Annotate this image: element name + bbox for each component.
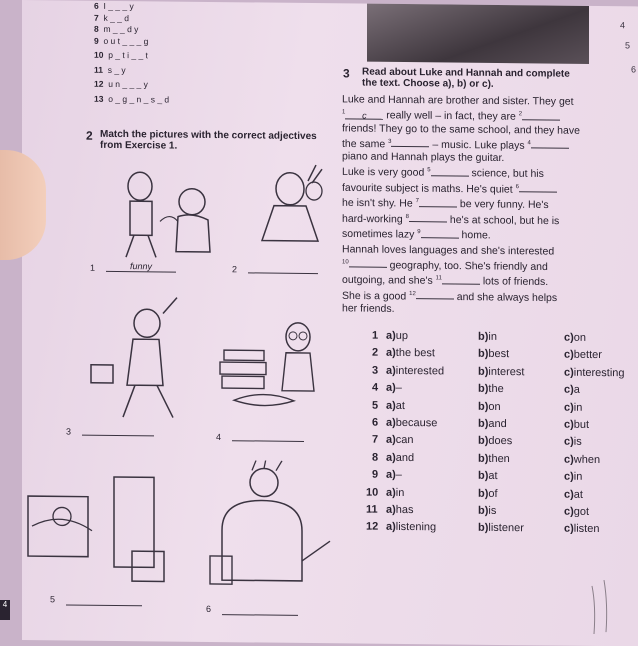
gap-1[interactable]: c — [345, 109, 383, 119]
option-b[interactable]: b) best — [478, 348, 510, 361]
option-number: 2 — [372, 347, 379, 360]
option-c[interactable]: c) interesting — [564, 366, 625, 380]
list-item: 9 o u t _ _ _ g — [94, 35, 149, 46]
option-c[interactable]: c) in — [564, 470, 583, 484]
text-line: sometimes lazy $^9$ home. — [342, 227, 491, 242]
option-c[interactable]: c) better — [564, 349, 602, 362]
option-b[interactable]: b) then — [478, 452, 510, 465]
option-row — [368, 521, 638, 541]
option-b[interactable]: b) interest — [478, 365, 525, 379]
picture-3-tired-man — [77, 293, 207, 424]
option-a[interactable]: a) has — [386, 503, 414, 517]
gap-3[interactable] — [391, 137, 429, 147]
picture-1-funny-men — [100, 161, 230, 262]
gap-8[interactable] — [409, 212, 447, 222]
option-b[interactable]: b) on — [478, 400, 501, 413]
option-a[interactable]: a) – — [386, 468, 402, 482]
option-b[interactable]: b) listener — [478, 522, 524, 535]
ex3-text — [342, 93, 614, 318]
text-line: $^{10}$ geography, too. She's friendly and — [342, 258, 548, 273]
option-a[interactable]: a) – — [386, 381, 402, 395]
option-number: 9 — [372, 468, 379, 481]
answer-4[interactable] — [232, 440, 304, 442]
label-5: 5 — [50, 594, 56, 605]
label-6: 6 — [206, 603, 212, 614]
option-b[interactable]: b) is — [478, 504, 497, 517]
option-b[interactable]: b) the — [478, 382, 504, 396]
label-3: 3 — [66, 426, 72, 437]
text-line: Luke is very good $^5$ science, but his — [342, 165, 544, 180]
picture-6-boy-in-armchair — [202, 460, 342, 601]
pencil-mark — [582, 576, 622, 636]
option-a[interactable]: a) can — [386, 434, 414, 447]
gap-11[interactable] — [442, 274, 480, 284]
picture-2-girl-with-rabbit — [250, 160, 330, 251]
gap-12[interactable] — [416, 289, 454, 299]
option-number: 6 — [372, 416, 379, 429]
option-c[interactable]: c) a — [564, 383, 580, 397]
text-line: hard-working $^8$ he's at school, but he is — [342, 212, 560, 227]
option-number: 3 — [372, 364, 379, 377]
option-b[interactable]: b) in — [478, 330, 497, 343]
ex2-title: Match the pictures with the correct adjectives from Exercise 1. — [100, 128, 317, 152]
gap-4[interactable] — [531, 138, 569, 148]
option-b[interactable]: b) at — [478, 469, 498, 483]
gap-7[interactable] — [419, 197, 457, 207]
list-item: 11 s _ y — [94, 64, 126, 75]
text-line: She is a good $^{12}$ and she always helps — [342, 289, 558, 304]
option-c[interactable]: c) but — [564, 418, 590, 431]
label-1: 1 — [90, 262, 96, 273]
text-line: favourite subject is maths. He's quiet $^6$ — [342, 179, 614, 197]
margin-number: 5 — [625, 40, 631, 51]
word-list — [94, 1, 169, 106]
list-item: 10 p _ t i _ _ t — [94, 49, 148, 61]
option-b[interactable]: b) does — [478, 435, 513, 448]
picture-4-boy-with-books — [214, 310, 332, 421]
option-a[interactable]: a) listening — [386, 521, 437, 534]
answer-1[interactable]: funny — [106, 261, 176, 273]
page-tab: 4 — [0, 600, 10, 620]
list-item: 8 m _ _ d y — [94, 23, 139, 35]
option-number: 7 — [372, 434, 379, 447]
option-c[interactable]: c) in — [564, 401, 583, 414]
ex2-heading — [86, 127, 93, 145]
top-photo — [367, 4, 589, 64]
option-c[interactable]: c) at — [564, 488, 583, 501]
option-b[interactable]: b) of — [478, 487, 498, 500]
text-line: Luke and Hannah are brother and sister. They get — [342, 93, 574, 108]
margin-number: 6 — [631, 64, 637, 75]
option-a[interactable]: a) up — [386, 329, 409, 343]
option-number: 12 — [366, 520, 379, 534]
text-line: friends! They go to the same school, and they have — [342, 121, 580, 137]
text-line: piano and Hannah plays the guitar. — [342, 150, 505, 165]
option-a[interactable]: a) the best — [386, 347, 435, 360]
picture-5-messy-room — [22, 466, 172, 588]
option-c[interactable]: c) listen — [564, 523, 600, 536]
option-number: 10 — [366, 486, 379, 499]
list-item: 12 u n _ _ _ y — [94, 78, 148, 90]
workbook-page — [22, 0, 638, 646]
option-number: 1 — [372, 329, 379, 342]
option-a[interactable]: a) in — [386, 486, 405, 499]
option-a[interactable]: a) interested — [386, 364, 445, 378]
list-item: 6 I _ _ _ y — [94, 0, 134, 12]
answer-6[interactable] — [222, 614, 298, 616]
option-c[interactable]: c) is — [564, 436, 582, 449]
answer-2[interactable] — [248, 272, 318, 274]
list-item: 7 k _ _ d — [94, 12, 129, 23]
text-line: outgoing, and she's $^{11}$ lots of friends. — [342, 273, 549, 289]
label-2: 2 — [232, 264, 238, 275]
text-line: the same $^3$ – music. Luke plays $^4$ — [342, 135, 614, 153]
label-4: 4 — [216, 432, 222, 443]
text-line: $^1$ c really well – in fact, they are $^2$ — [342, 106, 614, 124]
text-line: he isn't shy. He $^7$ be very funny. He's — [342, 196, 549, 212]
ex2-number: 2 — [86, 128, 93, 143]
gap-6[interactable] — [519, 182, 557, 192]
option-c[interactable]: c) on — [564, 331, 587, 344]
option-a[interactable]: a) and — [386, 451, 415, 464]
ex3-number: 3 — [343, 66, 350, 81]
gap-2[interactable] — [522, 110, 560, 120]
gap-9[interactable] — [421, 228, 459, 238]
option-b[interactable]: b) and — [478, 417, 507, 431]
option-number: 8 — [372, 451, 379, 464]
option-a[interactable]: a) at — [386, 399, 405, 412]
option-number: 5 — [372, 399, 379, 412]
option-c[interactable]: c) got — [564, 505, 590, 518]
list-item: 13 o _ g _ n _ s _ d — [94, 93, 170, 105]
ex3-title: Read about Luke and Hannah and complete the text. Choose a), b) or c). — [362, 66, 570, 90]
option-a[interactable]: a) because — [386, 416, 438, 430]
text-line: her friends. — [342, 302, 395, 315]
gap-5[interactable] — [431, 166, 469, 176]
margin-number: 4 — [620, 20, 626, 31]
answer-5[interactable] — [66, 604, 142, 606]
gap-10[interactable] — [349, 257, 387, 267]
option-c[interactable]: c) when — [564, 453, 601, 466]
answer-3[interactable] — [82, 435, 154, 437]
text-line: Hannah loves languages and she's interested — [342, 242, 555, 258]
option-number: 11 — [366, 503, 378, 516]
option-number: 4 — [372, 381, 379, 394]
